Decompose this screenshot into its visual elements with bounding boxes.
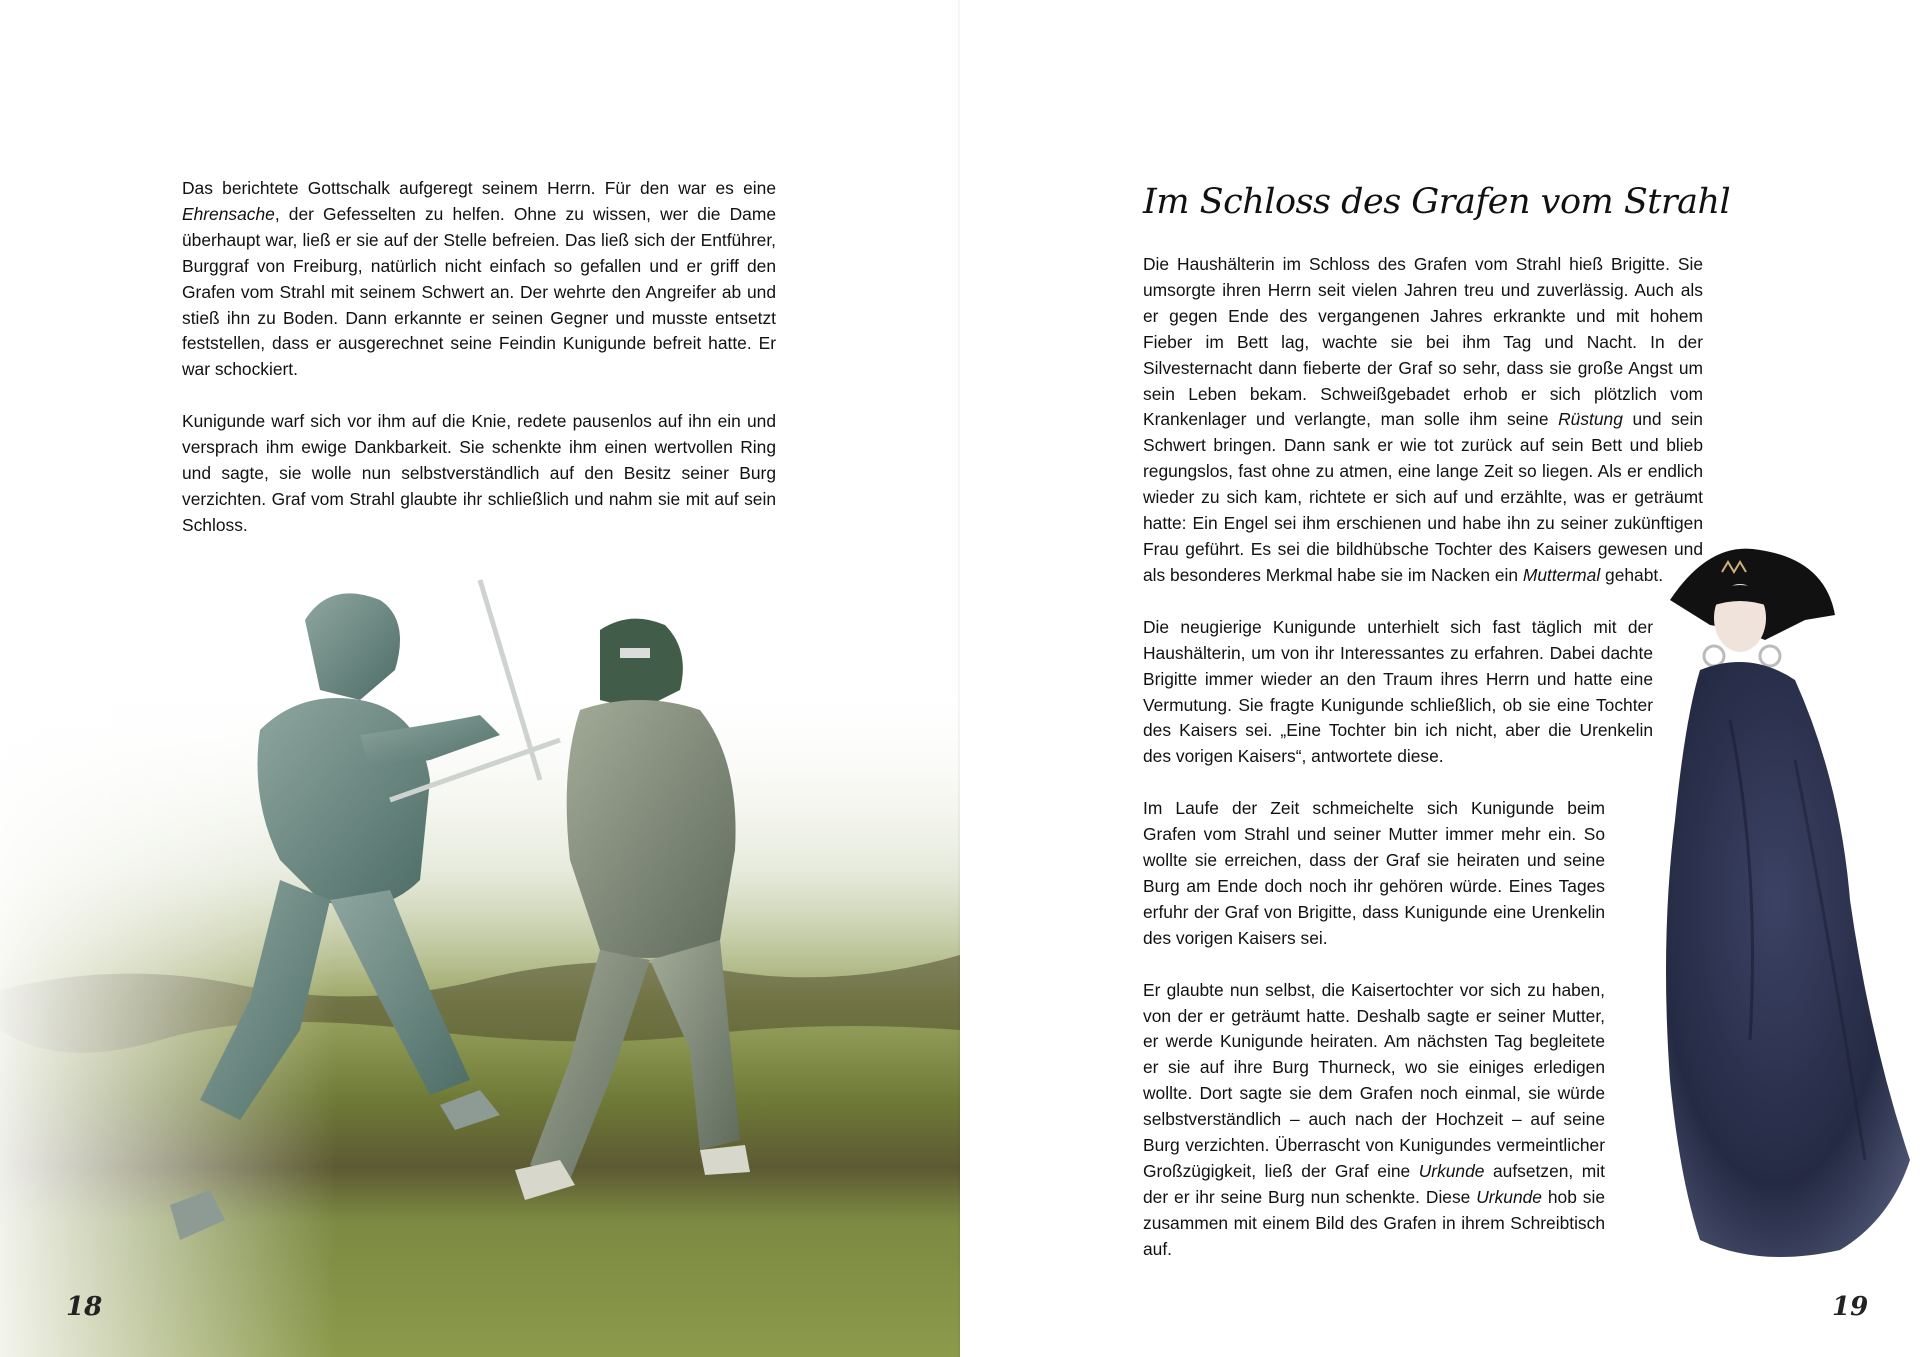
right-paragraph-1 [1143,252,1703,589]
paragraph-text: hob sie zusammen mit einem Bild des Grafen in ihrem Schreibtisch auf. [1143,1186,1605,1259]
left-paragraph-2 [182,409,776,539]
paragraph-text: Die Haushälterin im Schloss des Grafen vom Strahl hieß Brigitte. Sie umsorgte ihren Herrn seit vielen Jahren treu und zuverlässig. Auch als er gegen Ende des vergangenen Jahres erkrankte und mit hohem Fieber im Bett lag, wachte sie bei ihm Tag und Nacht. In der Silvesternacht dann fieberte der Graf so sehr, dass sie große Angst um sein Leben bekam. Schweißgebadet erhob er sich plötzlich vom Krankenlager und verlangte, man solle ihm seine [1143,254,1703,430]
italic-term-ehrensache: Ehrensache [182,203,275,224]
paragraph-text: Das berichtete Gottschalk aufgeregt seinem Herrn. Für den war es eine [182,178,776,198]
right-page-body [1143,252,1703,1289]
paragraph-text: gehabt. [1600,564,1664,585]
paragraph-text: und sein Schwert bringen. Dann sank er wie tot zurück auf sein Bett und blieb regungslos, fast ohne zu atmen, eine lange Zeit so liegen. Als er endlich wieder zu sich kam, richtete er sich auf und erzählte, was er geträumt hatte: Ein Engel sei ihm erschienen und habe ihn zu seiner zukünftigen Frau geführt. Es sei die bildhübsche Tochter des Kaisers gewesen und als besonderes Merkmal habe sie im Nacken ein [1143,409,1703,585]
knights-fight-illustration [0,560,960,1357]
chapter-title: Im Schloss des Grafen vom Strahl [1143,182,1731,222]
paragraph-text: aufsetzen, mit der er ihr seine Burg nun schenkte. Diese [1143,1161,1605,1207]
italic-term-muttermal: Muttermal [1522,564,1601,585]
page-number-left: 18 [66,1292,103,1322]
right-paragraph-3 [1143,796,1605,951]
page-number-right: 19 [1832,1292,1869,1322]
right-paragraph-2 [1143,615,1653,770]
paragraph-text: Kunigunde warf sich vor ihm auf die Knie, redete pausenlos auf ihn ein und versprach ihm ewige Dankbarkeit. Sie schenkte ihm einen wertvollen Ring und sagte, sie wolle nun selbstverständlich auf den Besitz seiner Burg verzichten. Graf vom Strahl glaubte ihr schließlich und nahm sie mit auf sein Schloss. [182,411,776,535]
two-knights-sword-fight-icon [0,560,960,1357]
paragraph-text: Er glaubte nun selbst, die Kaisertochter vor sich zu haben, von der er geträumt hatte. Deshalb sagte er seiner Mutter, er werde Kunigunde heiraten. Am nächsten Tag begleitete er sie auf ihre Burg Thurneck, wo sie einiges erledigen wollte. Dort sagte sie dem Grafen noch einmal, sie würde selbstverständlich – auch nach der Hochzeit – auf seine Burg verzichten. Überrascht von Kunigundes vermeintlicher Großzügigkeit, ließ der Graf eine [1143,979,1605,1181]
left-paragraph-1 [182,176,776,383]
italic-term-urkunde: Urkunde [1476,1186,1542,1207]
paragraph-text: Die neugierige Kunigunde unterhielt sich fast täglich mit der Haushälterin, um von ihr Interessantes zu erfahren. Dabei dachte Brigitte immer wieder an den Traum ihres Herrn und hatte eine Vermutung. Sie fragte Kunigunde schließlich, ob sie eine Tochter des Kaisers sei. „Eine Tochter bin ich nicht, aber die Urenkelin des vorigen Kaisers“, antwortete diese. [1143,616,1653,767]
right-paragraph-4 [1143,978,1605,1263]
italic-term-ruestung: Rüstung [1558,409,1623,430]
paragraph-text: Im Laufe der Zeit schmeichelte sich Kunigunde beim Grafen vom Strahl und seiner Mutter immer mehr ein. So wollte sie erreichen, dass der Graf sie heiraten und seine Burg am Ende doch noch ihr gehören würde. Eines Tages erfuhr der Graf von Brigitte, dass Kunigunde eine Urenkelin des vorigen Kaisers sei. [1143,798,1605,948]
left-page-body [182,176,776,565]
paragraph-text: , der Gefesselten zu helfen. Ohne zu wissen, wer die Dame überhaupt war, ließ er sie auf der Stelle befreien. Das ließ sich der Entführer, Burggraf von Freiburg, natürlich nicht einfach so gefallen und er griff den Grafen vom Strahl mit seinem Schwert an. Der wehrte den Angreifer ab und stieß ihn zu Boden. Dann erkannte er seinen Gegner und musste entsetzt feststellen, dass er ausgerechnet seine Feindin Kunigunde befreit hatte. Er war schockiert. [182,203,776,380]
italic-term-urkunde: Urkunde [1418,1161,1485,1181]
